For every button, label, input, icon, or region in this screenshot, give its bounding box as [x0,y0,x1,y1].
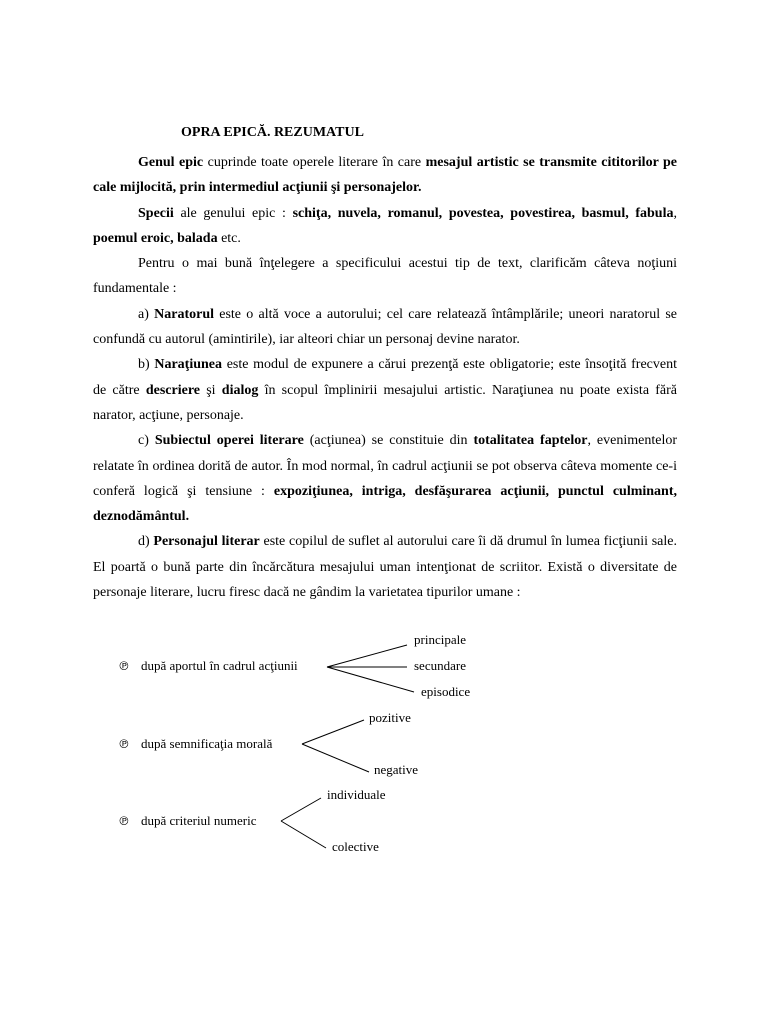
bullet-icon: ℗ [118,659,130,673]
bold-text-run: totalitatea faptelor [473,433,588,449]
bold-text-run: Naratorul [154,306,215,322]
criterion-label: după aportul în cadrul acţiunii [141,658,298,673]
text-run: cuprinde toate operele literare în care [203,155,426,170]
branch-line [281,798,321,821]
paragraph [93,251,677,302]
text-run: a) [138,306,155,322]
paragraph [93,428,677,529]
type-label: individuale [327,787,386,802]
type-label: secundare [414,658,466,673]
paragraph [93,529,677,605]
text-run: este copilul de suflet al autorului care îi dă drumul în lumea ficţiunii sale. El poartă o bună parte din încărcătura mesajului uman intenţionat de scriitor. Există o diversitate de personaje literare, lucru firesc dacă ne gândim la varietatea tipurilor umane : [93,534,677,601]
bold-text-run: Specii [138,205,174,221]
text-run: d) [138,534,154,550]
type-label: principale [414,632,466,647]
text-run: etc. [217,230,241,246]
branch-line [302,744,369,772]
page-title: OPRA EPICĂ. REZUMATUL [181,125,364,140]
text-run: c) [138,433,155,449]
text-run: este o altă voce a autorului; cel care relatează întâmplările; uneori naratorul se confundă cu autorul (amintirile), iar alteori chiar un personaj devine narator. [93,306,677,348]
type-label: colective [332,839,379,854]
text-run: b) [138,357,155,373]
bold-text-run: Personajul literar [153,534,260,550]
text-run: şi [200,382,222,398]
text-run: , evenimentelor relatate în ordinea dorită de autor. În mod normal, în cadrul acţiunii se pot observa câteva momente ce-i conferă logică şi tensiune : [93,433,677,499]
bullet-icon: ℗ [118,814,130,828]
criterion-label: după semnificaţia morală [141,736,273,751]
branch-line [327,645,407,667]
branch-line [281,821,326,848]
text-run: ale genului epic : [173,205,293,221]
branch-line [327,667,414,692]
criterion-label: după criteriul numeric [141,813,257,828]
paragraph [93,201,677,252]
paragraph [93,150,677,201]
text-run: în scopul împlinirii mesajului artistic. Naraţiunea nu poate exista fără narator, acţiune, personaje. [93,382,677,423]
branch-line [302,720,364,744]
paragraph [93,352,677,428]
bold-text-run: dialog [221,382,259,398]
text-run: (acţiunea) se constituie din [303,433,474,449]
bold-text-run: Naraţiunea [154,357,223,373]
bold-text-run: descriere [145,382,200,398]
body-text [93,150,677,605]
text-run: este modul de expunere a cărui prezenţă este obligatorie; este însoţită frecvent de către [93,357,677,398]
type-label: negative [374,762,419,777]
text-run: Pentru o mai bună înţelegere a specificului acestui tip de text, clarificăm câteva noţiuni fundamentale : [93,256,677,297]
bold-text-run: Genul epic [138,155,204,170]
type-label: pozitive [369,710,411,725]
paragraph [93,302,677,353]
bold-text-run: Subiectul operei literare [154,433,304,449]
bold-text-run: expoziţiunea, intriga, desfăşurarea acţiunii, punctul culminant, deznodământul. [93,483,677,525]
text-run: , [673,205,677,221]
bold-text-run: poemul eroic, balada [93,230,218,246]
bold-text-run: mesajul artistic se transmite cititorilor pe cale mijlocită, prin intermediul acţiunii şi personajelor. [93,155,677,196]
bold-text-run: schiţa, nuvela, romanul, povestea, povestirea, basmul, fabula [292,205,674,221]
type-label: episodice [421,684,471,699]
bullet-icon: ℗ [118,737,130,751]
